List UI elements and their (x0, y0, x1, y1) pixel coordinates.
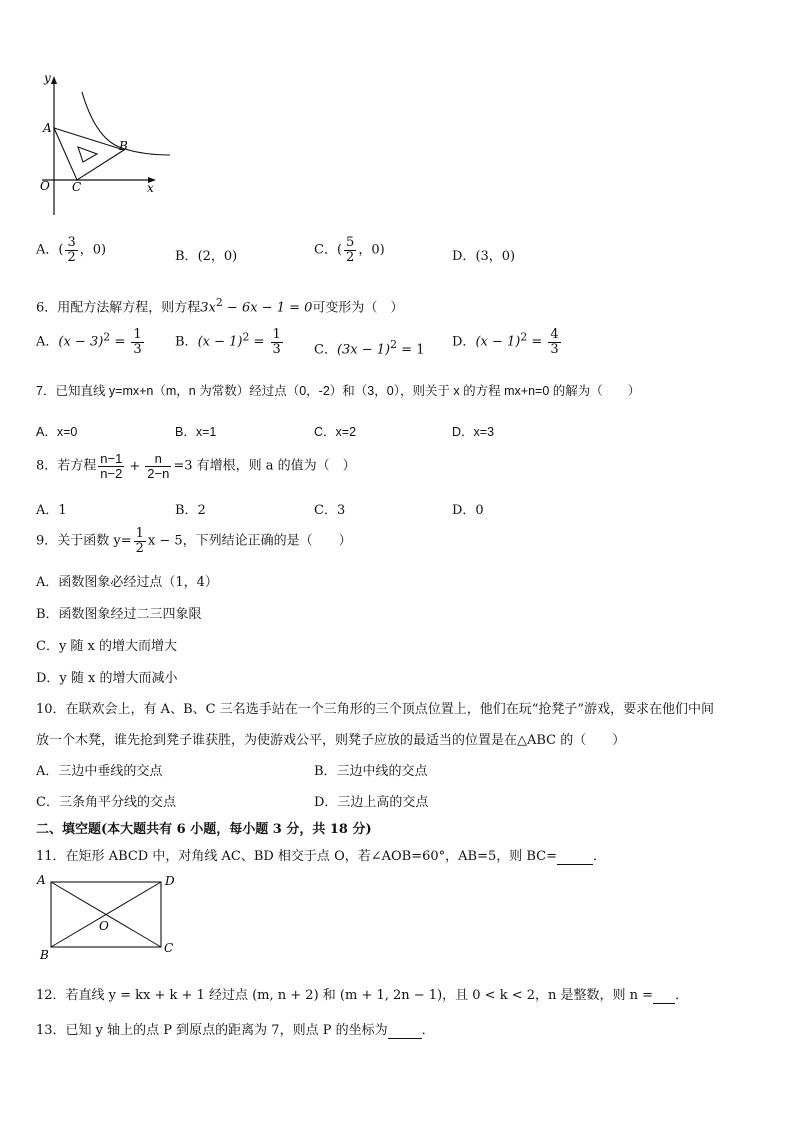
label-x: x (147, 181, 154, 195)
fraction: $\frac{n-1}{n-2}$ (100, 451, 123, 481)
fraction: $\frac{1}{3}$ (272, 327, 281, 357)
q7-option-c[interactable]: C．x=2 (314, 425, 357, 439)
fraction: $\frac{5}{2}$ (346, 235, 355, 265)
q8-option-b[interactable]: B．2 (175, 503, 206, 518)
q7-option-d[interactable]: D．x=3 (452, 425, 495, 439)
q7-option-b[interactable]: B．x=1 (175, 425, 217, 439)
fraction: $\frac{n}{2-n}$ (147, 451, 170, 481)
figure-rectangle-svg (34, 870, 184, 962)
q6-option-a[interactable]: A．$(x - 3)^2$ = $\frac{1}{3}$ (36, 327, 142, 357)
label-c: C (164, 941, 174, 955)
q8-option-a[interactable]: A．1 (36, 503, 67, 518)
label-o: O (99, 919, 109, 933)
q10-option-a[interactable]: A．三边中垂线的交点 (36, 764, 163, 779)
q5-option-b[interactable]: B．(2，0) (175, 249, 238, 264)
q7-option-a[interactable]: A．x=0 (36, 425, 78, 439)
label-a: A (37, 873, 46, 887)
inner-triangle (78, 147, 97, 162)
answer-blank[interactable] (388, 1023, 422, 1039)
figure-coordinate-svg (34, 70, 184, 220)
q9-option-d[interactable]: D．y 随 x 的增大而减小 (36, 671, 178, 686)
q6-stem: 6．用配方法解方程，则方程$3x^2 - 6x - 1 = 0$可变形为（ ） (36, 296, 404, 316)
q5-option-a[interactable]: A．( $\frac{3}{2}$ ，0) (36, 235, 107, 265)
q5-option-d[interactable]: D．(3，0) (452, 249, 516, 264)
q6-option-d[interactable]: D．$(x - 1)^2$ = $\frac{4}{3}$ (452, 327, 559, 357)
q10-stem-line2: 放一个木凳，谁先抢到凳子谁获胜，为使游戏公平，则凳子应放的最适当的位置是在△ABC 的（ ） (36, 733, 626, 748)
label-o: O (40, 179, 50, 193)
q8-stem: 8．若方程 $\frac{n-1}{n-2}$ + $\frac{n}{2-n}$ =3 有增根，则 a 的值为（ ） (36, 451, 356, 481)
y-axis-arrow (51, 76, 57, 84)
fraction: $\frac{1}{3}$ (133, 327, 142, 357)
q6-option-c[interactable]: C．$(3x - 1)^2 = 1$ (314, 338, 425, 358)
figure-coordinate-triangle (34, 70, 184, 220)
q9-option-c[interactable]: C．y 随 x 的增大而增大 (36, 639, 178, 654)
q5-option-c[interactable]: C．( $\frac{5}{2}$ ，0) (314, 235, 385, 265)
label-c: C (72, 180, 82, 194)
label-y: y (44, 71, 51, 85)
label-d: D (165, 874, 175, 888)
fraction: $\frac{3}{2}$ (67, 235, 76, 265)
q9-option-a[interactable]: A．函数图象必经过点（1，4） (36, 575, 218, 590)
label-b: B (40, 948, 49, 962)
q6-option-b[interactable]: B．$(x - 1)^2$ = $\frac{1}{3}$ (175, 327, 281, 357)
q10-stem-line1: 10．在联欢会上，有 A、B、C 三名选手站在一个三角形的三个顶点位置上，他们在玩“抢凳子”游戏，要求在他们中间 (36, 702, 714, 717)
figure-rectangle (34, 870, 184, 962)
fraction: $\frac{1}{2}$ (135, 526, 144, 556)
q11-stem: 11．在矩形 ABCD 中，对角线 AC、BD 相交于点 O，若∠AOB=60°，AB=5，则 BC= ． (36, 849, 607, 864)
section-heading: 二、填空题(本大题共有 6 小题，每小题 3 分，共 18 分) (36, 822, 372, 837)
q10-option-c[interactable]: C．三条角平分线的交点 (36, 795, 176, 810)
q12-stem: 12．若直线 y = kx + k + 1 经过点 (m, n + 2) 和 (m + 1, 2n − 1)，且 0 < k < 2，n 是整数，则 n = ． (36, 988, 689, 1003)
q10-option-b[interactable]: B．三边中线的交点 (314, 764, 428, 779)
q13-stem: 13．已知 y 轴上的点 P 到原点的距离为 7，则点 P 的坐标为 ． (36, 1023, 435, 1038)
q9-option-b[interactable]: B．函数图象经过二三四象限 (36, 607, 202, 622)
q8-option-d[interactable]: D．0 (452, 503, 484, 518)
q7-stem: 7．已知直线 y=mx+n（m，n 为常数）经过点（0，-2）和（3，0），则关于 x 的方程 mx+n=0 的解为（ ） (36, 384, 641, 398)
q10-option-d[interactable]: D．三边上高的交点 (314, 795, 429, 810)
label-a: A (43, 121, 52, 135)
q8-option-c[interactable]: C．3 (314, 503, 346, 518)
q9-stem: 9．关于函数 y= $\frac{1}{2}$ x − 5，下列结论正确的是（ ） (36, 526, 352, 556)
answer-blank[interactable] (653, 988, 675, 1004)
label-b: B (119, 139, 128, 153)
answer-blank[interactable] (557, 849, 593, 865)
fraction: $\frac{4}{3}$ (550, 327, 559, 357)
triangle-abc (54, 128, 124, 180)
